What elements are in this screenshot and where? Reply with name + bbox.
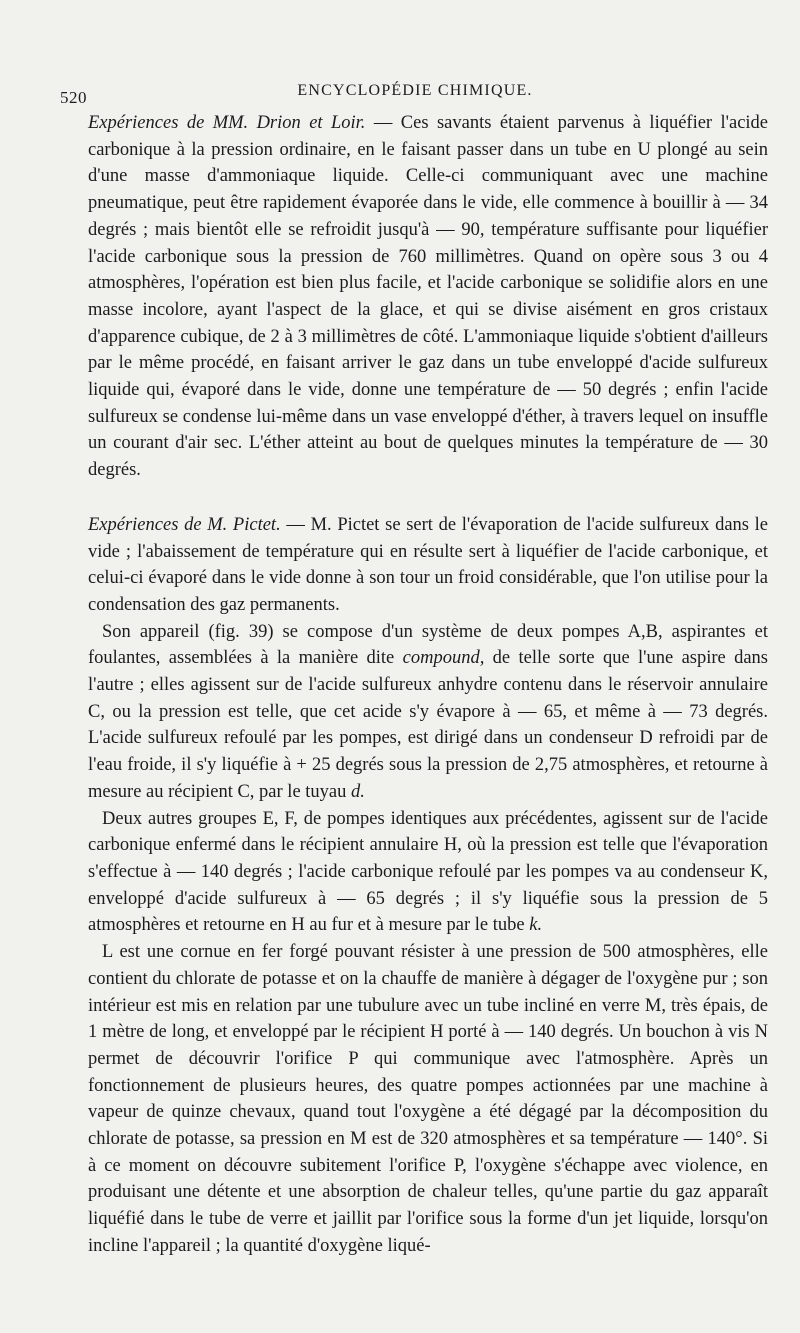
- body-text: [88, 110, 768, 1260]
- running-title: ENCYCLOPÉDIE CHIMIQUE.: [297, 82, 533, 99]
- paragraph-second-pumps: [88, 806, 768, 940]
- paragraph-text: — Ces savants étaient parvenus à liquéfier l'acide carbonique à la pression ordinaire, en le faisant passer dans un tube en U plongé au sein d'une masse d'ammoniaque liquide. Celle-ci communiquant avec une machine pneumatique, peut être rapidement évaporée dans le vide, elle commence à bouillir à — 34 degrés ; mais bientôt elle se refroidit jusqu'à — 90, température suffisante pour liquéfier l'acide carbonique sous la pression de 760 millimètres. Quand on opère sous 3 ou 4 atmosphères, l'opération est bien plus facile, et l'acide carbonique se solidifie alors en une masse incolore, ayant l'aspect de la glace, et qui se divise aisément en gros cristaux d'apparence cubique, de 2 à 3 millimètres de côté. L'ammoniaque liquide s'obtient d'ailleurs par le même procédé, en faisant arriver le gaz dans un tube enveloppé d'acide sulfureux liquide qui, évaporé dans le vide, donne une température de — 50 degrés ; enfin l'acide sulfureux se condense lui-même dans un vase enveloppé d'éther, à travers lequel on insuffle un courant d'air sec. L'éther atteint au bout de quelques minutes la température de — 30 degrés.: [88, 113, 769, 481]
- page-number: 520: [60, 88, 87, 107]
- page-header: [60, 82, 770, 108]
- paragraph-text: Deux autres groupes E, F, de pompes identiques aux précédentes, agissent sur de l'acide carbonique enfermé dans le récipient annulaire H, où la pression est telle que l'évaporation s'effectue à — 140 degrés ; l'acide carbonique refoulé par les pompes va au condenseur K, enveloppé d'acide sulfureux à — 65 degrés ; il s'y liquéfie sous la pression de 5 atmosphères et retourne en H au fur et à mesure par le tube: [88, 808, 768, 936]
- paragraph-text: de telle sorte que l'une aspire dans l'autre ; elles agissent sur de l'acide sulfureux anhydre contenu dans le réservoir annulaire C, ou la pression est telle, que cet acide s'y évapore à — 65, et même à — 73 degrés. L'acide sulfureux refoulé par les pompes, est dirigé dans un condenseur D refroidi par de l'eau froide, il s'y liquéfie à + 25 degrés sous la pression de 2,75 atmosphères, et retourne à mesure au récipient C, par le tuyau: [88, 648, 768, 802]
- section-heading-drion-loir: Expériences de MM. Drion et Loir.: [88, 113, 366, 133]
- italic-term: d.: [351, 781, 365, 802]
- paragraph-retort: [88, 939, 768, 1259]
- italic-term: k.: [529, 915, 543, 936]
- paragraph-drion-loir: [88, 110, 768, 484]
- paragraph-text: L est une cornue en fer forgé pouvant résister à une pression de 500 atmosphères, elle contient du chlorate de potasse et on la chauffe de manière à dégager de l'oxygène pur ; son intérieur est mis en relation par une tubulure avec un tube incliné en verre M, très épais, de 1 mètre de long, et enveloppé par le récipient H porté à — 140 degrés. Un bouchon à vis N permet de découvrir l'orifice P qui communique avec l'atmosphère. Après un fonctionnement de plusieurs heures, des quatre pompes actionnées par une machine à vapeur de quinze chevaux, quand tout l'oxygène a été dégagé par la décomposition du chlorate de potasse, sa pression en M est de 320 atmosphères et sa température — 140°. Si à ce moment on découvre subitement l'orifice P, l'oxygène s'échappe avec violence, en produisant une détente et une absorption de chaleur telles, qu'une partie du gaz apparaît liquéfié dans le tube de verre et jaillit par l'orifice sous la forme d'un jet liquide, lorsqu'on incline l'appareil ; la quantité d'oxygène liqué-: [88, 942, 768, 1256]
- paragraph-apparatus: [88, 619, 768, 806]
- section-heading-pictet: Expériences de M. Pictet.: [88, 514, 281, 535]
- paragraph-text: Son appareil (fig. 39) se compose d'un système de deux pompes A,B, aspirantes et foulantes, assemblées à la manière dite: [88, 621, 768, 669]
- paragraph-text: — M. Pictet se sert de l'évaporation de l'acide sulfureux dans le vide ; l'abaissement de température qui en résulte sert à liquéfier de l'acide carbonique, et celui-ci évaporé dans le vide donne à son tour un froid considérable, que l'on utilise pour la condensation des gaz permanents.: [88, 514, 769, 615]
- paragraph-pictet: [88, 512, 768, 619]
- italic-term: compound,: [402, 648, 485, 669]
